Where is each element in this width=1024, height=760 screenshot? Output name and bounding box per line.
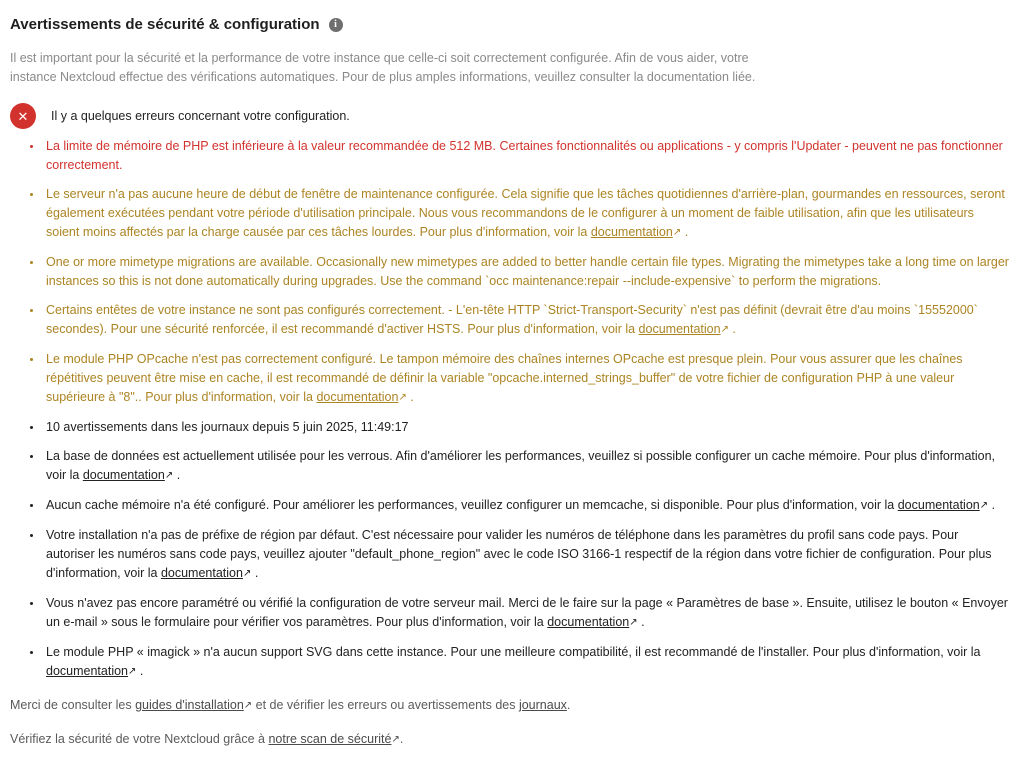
text-segment: Merci de consulter les [10, 698, 136, 712]
text-segment: Vérifiez la sécurité de votre Nextcloud grâce à [10, 732, 269, 746]
text-segment: . [251, 566, 259, 580]
warning-item [43, 185, 1009, 243]
text-segment: . [136, 664, 144, 678]
external-link-icon: ↗ [243, 700, 253, 711]
external-link-icon: ↗ [398, 392, 407, 403]
section-heading [10, 16, 1014, 33]
text-segment: Certains entêtes de votre instance ne sont pas configurés correctement. - L'en-tête HTTP `Strict-Transport-Security` n'est pas définit (devrait être d'au moins `15552000` secondes). Pour une sécurité renforcée, il est recommandé d'activer HSTS. Pour plus d'information, voir la [46, 303, 978, 336]
warning-item [43, 418, 1009, 437]
documentation-link[interactable]: documentation↗ [639, 322, 729, 336]
warning-item [43, 643, 1009, 682]
external-link-icon: ↗ [672, 227, 682, 238]
external-link-icon: ↗ [629, 617, 638, 628]
warning-item [43, 447, 1009, 486]
info-icon[interactable]: i [329, 18, 343, 32]
intro-text: Il est important pour la sécurité et la performance de votre instance que celle-ci soit correctement configurée. Afin de vous aider, votre instance Nextcloud effectue des vérifications automatiques. Pour de plus amples informations, veuillez consulter la documentation liée. [10, 51, 756, 84]
documentation-link[interactable]: documentation↗ [83, 468, 173, 482]
warning-item [43, 594, 1009, 633]
page-title: Avertissements de sécurité & configuration [10, 16, 320, 33]
documentation-link[interactable]: documentation↗ [161, 566, 251, 580]
error-status-icon: ✕ [10, 103, 36, 129]
external-link-icon: ↗ [242, 568, 252, 579]
text-segment: Le module PHP « imagick » n'a aucun support SVG dans cette instance. Pour une meilleure compatibilité, il est recommandé de l'installer. Pour plus d'information, voir la [46, 645, 981, 659]
install-guides-link[interactable]: guides d'installation↗ [135, 698, 252, 712]
error-summary-row [10, 103, 1014, 129]
text-segment: Le module PHP OPcache n'est pas correctement configuré. Le tampon mémoire des chaînes internes OPcache est presque plein. Pour vous assurer que les chaînes répétitives peuvent être mise en cache, il est recommandé de définir la variable "opcache.interned_strings_buffer" de votre fichier de configuration PHP à une valeur supérieure à "8".. Pour plus d'information, voir la [46, 352, 963, 404]
text-segment: La limite de mémoire de PHP est inférieure à la valeur recommandée de 512 MB. Certaines fonctionnalités ou applications - y compris l'Updater - peuvent ne pas fonctionner correctement. [46, 139, 1003, 172]
warning-item [43, 350, 1009, 408]
text-segment: 10 avertissements dans les journaux depuis 5 juin 2025, 11:49:17 [46, 420, 409, 434]
external-link-icon: ↗ [164, 470, 174, 481]
warning-item [43, 301, 1009, 340]
security-scan-link[interactable]: notre scan de sécurité↗ [268, 732, 399, 746]
warning-item [43, 253, 1009, 291]
text-segment: . [637, 615, 645, 629]
documentation-link[interactable]: documentation↗ [46, 664, 136, 678]
text-segment: Vous n'avez pas encore paramétré ou vérifié la configuration de votre serveur mail. Merci de le faire sur la page « Paramètres de base ». Ensuite, utilisez le bouton « Envoyer un e-mail » sous le formulaire pour vérifier vos paramètres. Pour plus d'information, voir la [46, 596, 1008, 629]
external-link-icon: ↗ [720, 324, 729, 335]
text-segment: Le serveur n'a pas aucune heure de début de fenêtre de maintenance configurée. Cela signifie que les tâches quotidiennes d'arrière-plan, gourmandes en ressources, seront également exécutées pendant votre période d'utilisation principale. Nous vous recommandons de le configurer à un moment de faible utilisation, afin que les utilisateurs soient moins affectés par la charge causée par ces tâches lourdes. Pour plus d'information, voir la [46, 187, 1005, 239]
warning-item [43, 496, 1009, 516]
text-segment: Votre installation n'a pas de préfixe de région par défaut. C'est nécessaire pour valider les numéros de téléphone dans les paramètres du profil sans code pays. Pour autoriser les numéros sans code pays, veuillez ajouter "default_phone_region" avec le code ISO 3166-1 respectif de la région dans votre fichier de configuration. Pour plus d'information, voir la [46, 528, 992, 580]
footer-note [10, 696, 1014, 716]
text-segment: . [566, 698, 571, 712]
text-segment: . [399, 732, 404, 746]
external-link-icon: ↗ [128, 666, 137, 677]
warning-item [43, 137, 1009, 175]
documentation-link[interactable]: documentation↗ [547, 615, 637, 629]
warning-list [10, 137, 1014, 682]
documentation-link[interactable]: documentation↗ [316, 390, 406, 404]
text-segment: La base de données est actuellement utilisée pour les verrous. Afin d'améliorer les performances, veuillez si possible configurer un cache mémoire. Pour plus d'information, voir la [46, 449, 996, 482]
logs-link[interactable]: journaux [518, 698, 567, 712]
documentation-link[interactable]: documentation↗ [898, 498, 988, 512]
text-segment: . [406, 390, 414, 404]
documentation-link[interactable]: documentation↗ [591, 225, 681, 239]
text-segment: . [988, 498, 996, 512]
error-summary-text: Il y a quelques erreurs concernant votre configuration. [51, 109, 350, 123]
text-segment: One or more mimetype migrations are available. Occasionally new mimetypes are added to better handle certain file types. Migrating the mimetypes take a long time on larger instances so this is not done automatically during upgrades. Use the command `occ maintenance:repair --include-expensive` to perform the migrations. [46, 255, 1009, 288]
text-segment: . [728, 322, 736, 336]
text-segment: et de vérifier les erreurs ou avertissements des [252, 698, 519, 712]
warning-item [43, 526, 1009, 584]
footer-note [10, 730, 1014, 750]
text-segment: Aucun cache mémoire n'a été configuré. Pour améliorer les performances, veuillez configurer un memcache, si disponible. Pour plus d'information, voir la [46, 498, 898, 512]
text-segment: . [681, 225, 689, 239]
footer-notes [10, 696, 1014, 750]
external-link-icon: ↗ [979, 500, 989, 511]
text-segment: . [173, 468, 181, 482]
external-link-icon: ↗ [391, 734, 400, 745]
